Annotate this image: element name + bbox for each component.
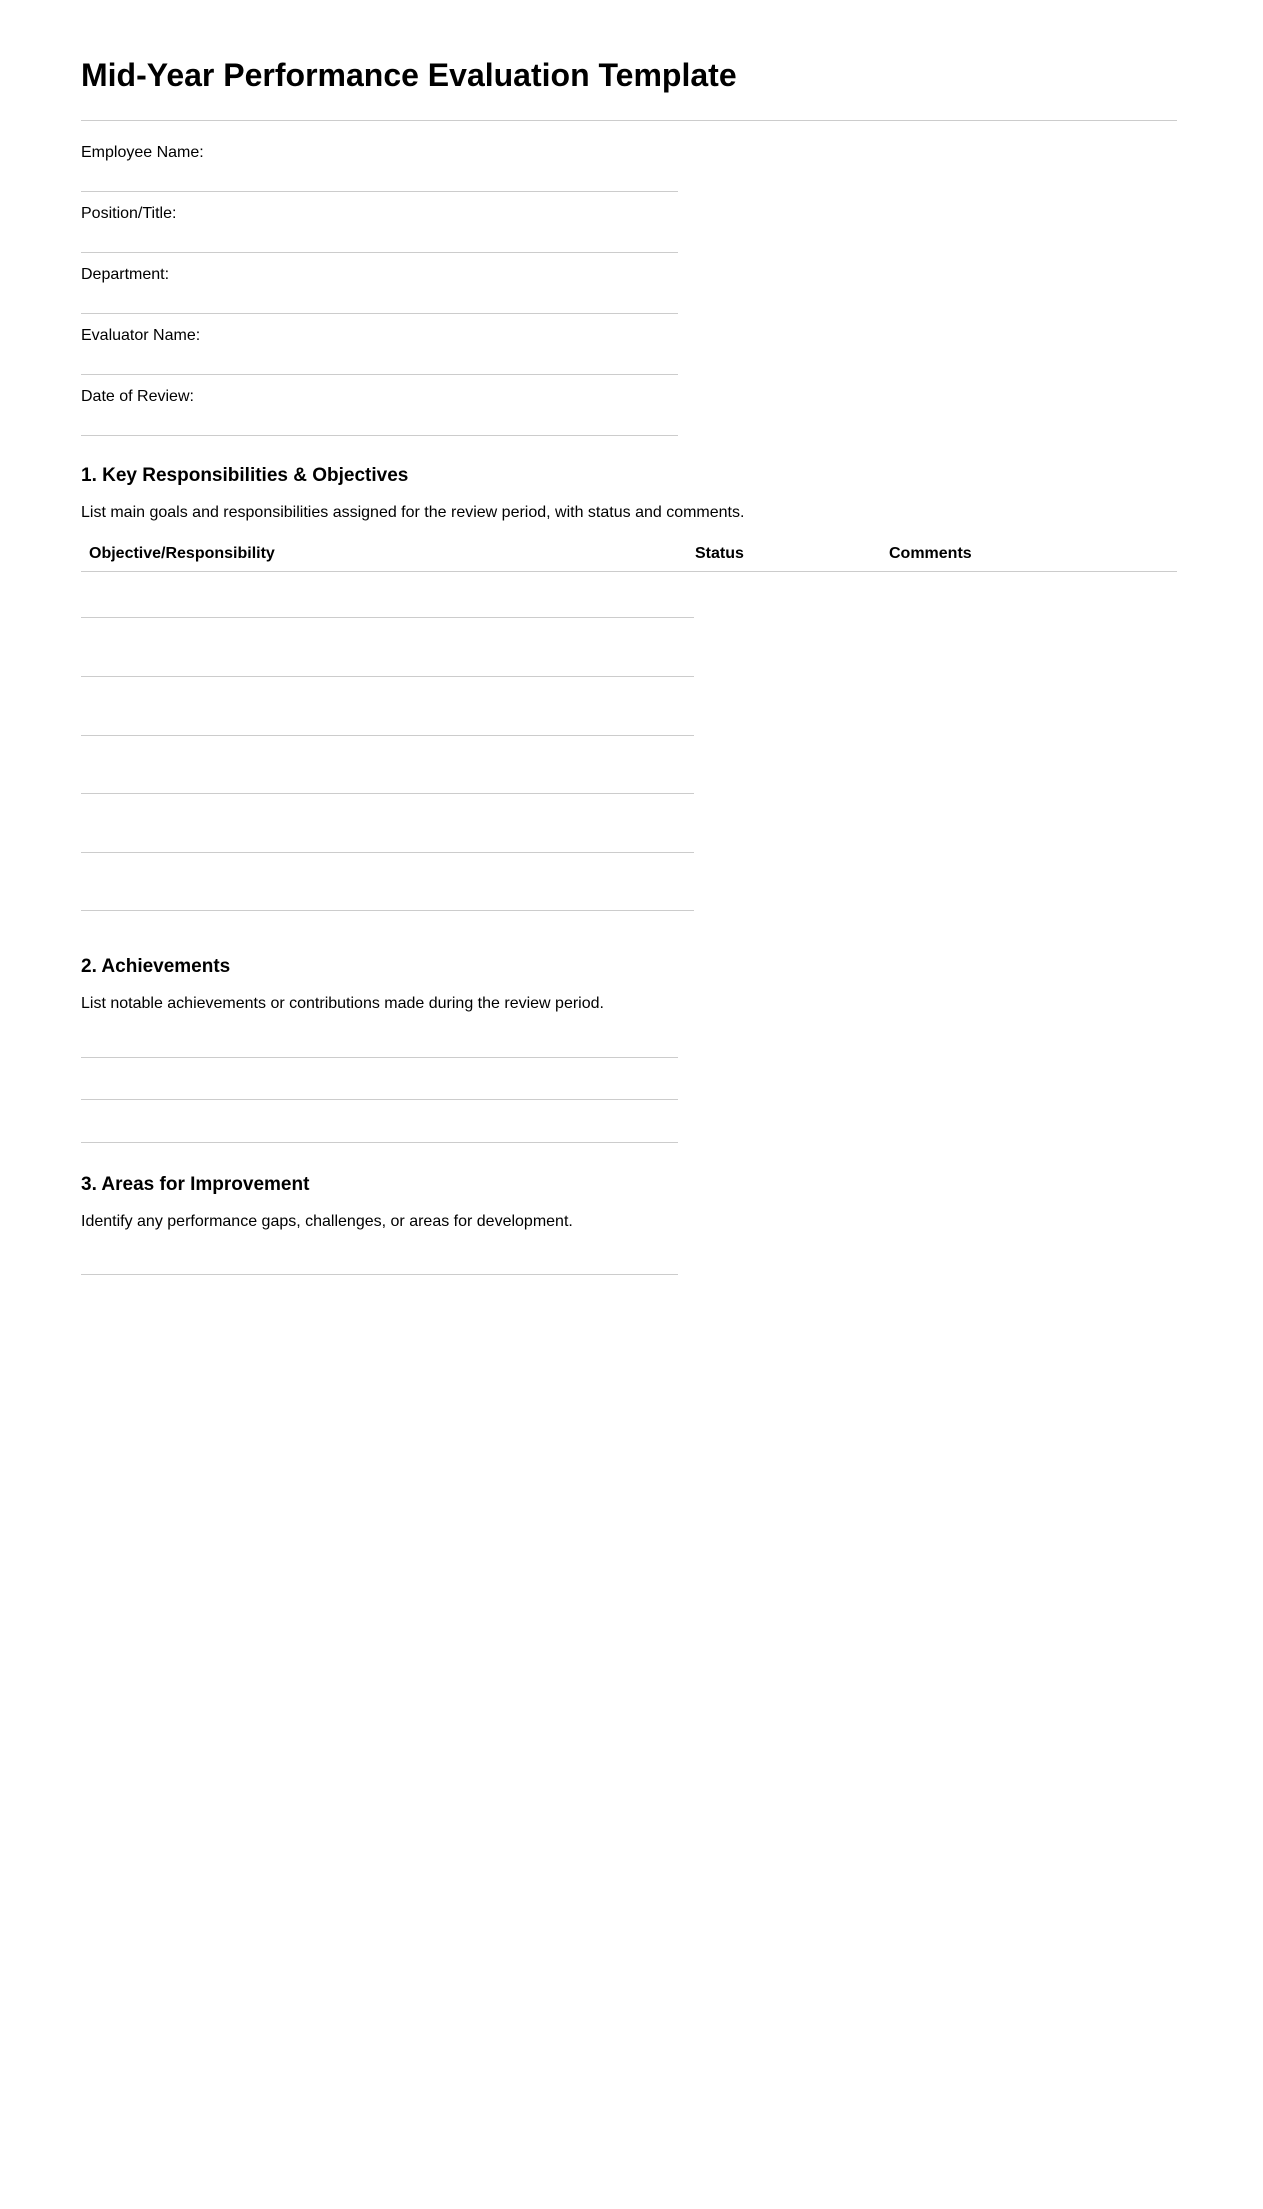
objective-input[interactable] <box>81 643 694 671</box>
objective-input[interactable] <box>81 819 694 847</box>
department-input[interactable] <box>81 287 678 311</box>
achievement-line <box>81 1057 678 1058</box>
achievement-input[interactable] <box>81 1028 678 1054</box>
evaluator-name-input[interactable] <box>81 348 678 372</box>
date-of-review-field <box>81 387 678 436</box>
table-row <box>81 852 694 853</box>
achievement-input[interactable] <box>81 1113 678 1139</box>
column-header-comments: Comments <box>889 545 972 562</box>
table-header-divider <box>81 571 1177 572</box>
employee-name-label: Employee Name: <box>81 144 204 161</box>
improvement-input[interactable] <box>81 1245 678 1271</box>
page-title: Mid-Year Performance Evaluation Template <box>81 57 737 93</box>
section-3-description: Identify any performance gaps, challenges, or areas for development. <box>81 1213 573 1230</box>
evaluator-name-label: Evaluator Name: <box>81 327 201 344</box>
column-header-objective: Objective/Responsibility <box>89 545 275 562</box>
objective-input[interactable] <box>81 877 694 905</box>
section-2-description: List notable achievements or contributions made during the review period. <box>81 995 604 1012</box>
table-row <box>81 617 694 618</box>
table-row <box>81 793 694 794</box>
achievement-line <box>81 1099 678 1100</box>
title-divider <box>81 120 1177 121</box>
department-label: Department: <box>81 266 170 283</box>
section-3-heading: 3. Areas for Improvement <box>81 1174 310 1195</box>
achievement-input[interactable] <box>81 1070 678 1096</box>
employee-name-input[interactable] <box>81 165 678 189</box>
position-title-label: Position/Title: <box>81 205 177 222</box>
evaluator-name-field <box>81 326 678 375</box>
table-row <box>81 676 694 677</box>
section-1-description: List main goals and responsibilities assigned for the review period, with status and comments. <box>81 504 745 521</box>
date-of-review-input[interactable] <box>81 409 678 433</box>
department-field <box>81 265 678 314</box>
objective-input[interactable] <box>81 760 694 788</box>
section-1-heading: 1. Key Responsibilities & Objectives <box>81 465 409 486</box>
date-of-review-label: Date of Review: <box>81 388 194 405</box>
objective-input[interactable] <box>81 702 694 730</box>
table-row <box>81 910 694 911</box>
employee-name-field <box>81 143 678 192</box>
position-title-field <box>81 204 678 253</box>
column-header-status: Status <box>695 545 744 562</box>
table-row <box>81 735 694 736</box>
achievement-line <box>81 1142 678 1143</box>
position-title-input[interactable] <box>81 226 678 250</box>
objective-input[interactable] <box>81 584 694 612</box>
section-2-heading: 2. Achievements <box>81 956 231 977</box>
improvement-line <box>81 1274 678 1275</box>
